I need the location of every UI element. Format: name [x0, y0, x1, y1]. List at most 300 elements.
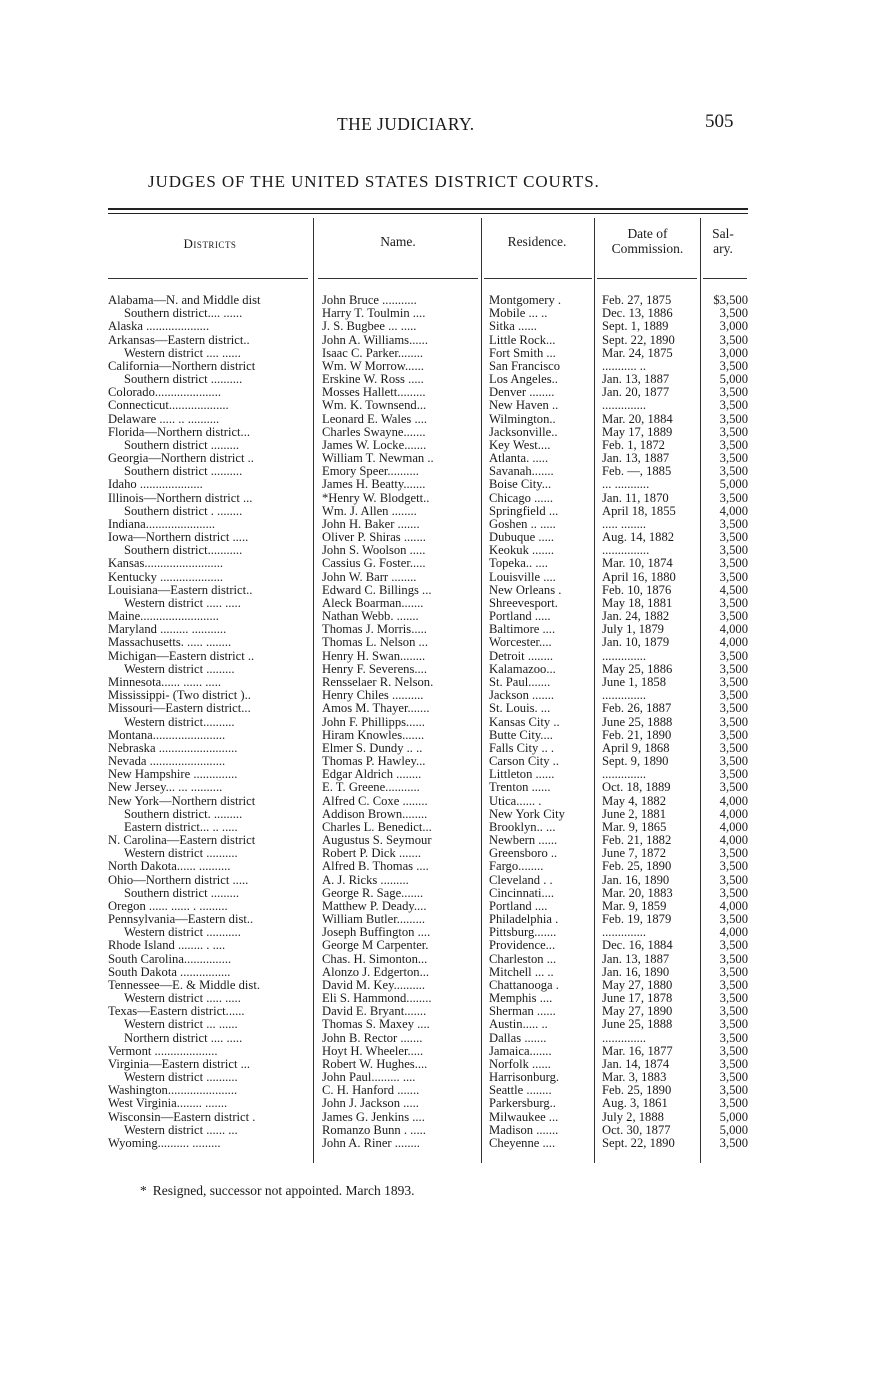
date-cell: May 17, 1889 — [602, 425, 673, 439]
date-cell: .............. — [602, 926, 647, 940]
salary-cell: 3,500 — [719, 1071, 748, 1085]
table-row — [0, 373, 869, 386]
date-cell: July 2, 1888 — [602, 1110, 664, 1124]
district-cell: Tennessee—E. & Middle dist. — [108, 978, 260, 992]
district-cell: West Virginia........ ....... — [108, 1097, 228, 1111]
date-cell: Mar. 9, 1859 — [602, 899, 667, 913]
district-cell: New Hampshire .............. — [108, 768, 238, 782]
date-cell: May 25, 1886 — [602, 662, 673, 676]
date-cell: June 25, 1888 — [602, 1018, 673, 1032]
name-cell: John F. Phillipps...... — [322, 715, 425, 729]
residence-cell: Cheyenne .... — [489, 1137, 556, 1150]
date-cell: Jan. 24, 1882 — [602, 610, 670, 624]
date-cell: ..... ........ — [602, 517, 647, 531]
name-cell: Charles L. Benedict... — [322, 820, 432, 834]
district-cell: Southern district. ......... — [124, 807, 243, 821]
table-row — [0, 755, 869, 768]
residence-cell: Sherman ...... — [489, 1005, 556, 1019]
residence-cell: Jacksonville.. — [489, 425, 558, 439]
district-cell: Wisconsin—Eastern district . — [108, 1110, 256, 1124]
date-cell: Jan. 16, 1890 — [602, 873, 670, 887]
salary-cell: 5,000 — [719, 1110, 748, 1124]
date-cell: Mar. 16, 1877 — [602, 1044, 673, 1058]
district-cell: Minnesota...... ...... ..... — [108, 675, 221, 689]
residence-cell: Baltimore .... — [489, 623, 556, 637]
district-cell: Western district ......... — [124, 662, 235, 676]
salary-cell: 4,000 — [719, 926, 748, 940]
salary-cell: 3,500 — [719, 531, 748, 545]
salary-cell: 3,500 — [719, 689, 748, 703]
table-row — [0, 992, 869, 1005]
date-cell: .............. — [602, 1031, 647, 1045]
residence-cell: Mitchell ... .. — [489, 965, 554, 979]
name-cell: Amos M. Thayer....... — [322, 702, 430, 716]
name-cell: Leonard E. Wales .... — [322, 412, 428, 426]
column-header-residence: Residence. — [507, 234, 567, 249]
date-cell: Jan. 13, 1887 — [602, 452, 670, 466]
page-number: 505 — [705, 111, 734, 132]
date-cell: May 18, 1881 — [602, 596, 673, 610]
date-cell: Jan. 13, 1887 — [602, 952, 670, 966]
district-cell: Western district .... ...... — [124, 346, 241, 360]
residence-cell: Worcester.... — [489, 636, 552, 650]
residence-cell: Sitka ...... — [489, 320, 537, 334]
running-head — [0, 111, 869, 138]
salary-cell: 3,500 — [719, 886, 748, 900]
district-cell: Southern district........... — [124, 544, 243, 558]
salary-cell: 3,500 — [719, 412, 748, 426]
residence-cell: Springfield ... — [489, 504, 559, 518]
salary-cell: 3,500 — [719, 662, 748, 676]
date-cell: ........... .. — [602, 359, 647, 373]
salary-cell: 3,500 — [719, 438, 748, 452]
residence-cell: Los Angeles.. — [489, 373, 558, 387]
table-row — [0, 1005, 869, 1018]
name-cell: Thomas S. Maxey .... — [322, 1018, 430, 1032]
date-cell: Feb. 27, 1875 — [602, 294, 672, 307]
salary-cell: 3,500 — [719, 359, 748, 373]
residence-cell: Mobile ... .. — [489, 307, 548, 321]
residence-cell: Butte City.... — [489, 728, 553, 742]
date-cell: Mar. 10, 1874 — [602, 557, 673, 571]
table-row — [0, 913, 869, 926]
table-row — [0, 742, 869, 755]
name-cell: Henry Chiles .......... — [322, 689, 424, 703]
residence-cell: Denver ........ — [489, 386, 555, 400]
name-cell: John Bruce ........... — [322, 294, 417, 307]
district-cell: Pennsylvania—Eastern dist.. — [108, 913, 254, 927]
residence-cell: Providence... — [489, 939, 556, 953]
judges-table-body — [0, 294, 869, 1150]
district-cell: Missouri—Eastern district... — [108, 702, 251, 716]
residence-cell: Louisville .... — [489, 570, 556, 584]
header-underline — [318, 278, 478, 279]
name-cell: Hiram Knowles....... — [322, 728, 425, 742]
district-cell: Kentucky .................... — [108, 570, 224, 584]
name-cell: Alonzo J. Edgerton... — [322, 965, 430, 979]
date-cell: July 1, 1879 — [602, 623, 664, 637]
name-cell: George R. Sage....... — [322, 886, 424, 900]
date-cell: June 25, 1888 — [602, 715, 673, 729]
name-cell: E. T. Greene........... — [322, 781, 420, 795]
date-cell: Feb. 1, 1872 — [602, 438, 665, 452]
salary-cell: 3,500 — [719, 570, 748, 584]
name-cell: James W. Locke....... — [322, 438, 427, 452]
name-cell: C. H. Hanford ....... — [322, 1084, 420, 1098]
table-row — [0, 584, 869, 597]
date-cell: Feb. —, 1885 — [602, 465, 672, 479]
table-row — [0, 478, 869, 491]
salary-cell: 3,500 — [719, 399, 748, 413]
name-cell: David E. Bryant....... — [322, 1005, 427, 1019]
residence-cell: Philadelphia . — [489, 913, 559, 927]
salary-cell: $3,500 — [713, 294, 748, 307]
name-cell: Wm. K. Townsend... — [322, 399, 427, 413]
table-title: JUDGES OF THE UNITED STATES DISTRICT COURTS. — [148, 172, 600, 191]
residence-cell: Atlanta. ..... — [489, 452, 549, 466]
date-cell: Mar. 3, 1883 — [602, 1071, 667, 1085]
residence-cell: Montgomery . — [489, 294, 562, 307]
salary-cell: 3,500 — [719, 1005, 748, 1019]
date-cell: June 17, 1878 — [602, 992, 673, 1006]
table-row — [0, 610, 869, 623]
residence-cell: Boise City... — [489, 478, 552, 492]
residence-cell: Fargo........ — [489, 860, 544, 874]
name-cell: Robert W. Hughes.... — [322, 1057, 428, 1071]
salary-cell: 3,500 — [719, 913, 748, 927]
salary-cell: 3,500 — [719, 452, 748, 466]
date-cell: April 9, 1868 — [602, 741, 670, 755]
residence-cell: Savanah....... — [489, 465, 554, 479]
residence-cell: Greensboro .. — [489, 847, 558, 861]
table-row — [0, 452, 869, 465]
table-row — [0, 1137, 869, 1150]
column-header-salary-line1: Sal- — [712, 226, 734, 241]
name-cell: Romanzo Bunn . ..... — [322, 1123, 426, 1137]
salary-cell: 5,000 — [719, 478, 748, 492]
district-cell: Southern district .......... — [124, 373, 243, 387]
name-cell: Elmer S. Dundy .. .. — [322, 741, 423, 755]
district-cell: Georgia—Northern district .. — [108, 452, 254, 466]
residence-cell: Little Rock... — [489, 333, 556, 347]
table-row — [0, 834, 869, 847]
district-cell: Iowa—Northern district ..... — [108, 531, 249, 545]
district-cell: Western district ...... ... — [124, 1123, 238, 1137]
name-cell: A. J. Ricks ......... — [322, 873, 409, 887]
residence-cell: Topeka.. .... — [489, 557, 548, 571]
district-cell: Idaho .................... — [108, 478, 203, 492]
salary-cell: 3,500 — [719, 1044, 748, 1058]
name-cell: Wm. J. Allen ........ — [322, 504, 417, 518]
residence-cell: Dallas ....... — [489, 1031, 547, 1045]
salary-cell: 4,500 — [719, 583, 748, 597]
district-cell: Illinois—Northern district ... — [108, 491, 253, 505]
table-row — [0, 716, 869, 729]
residence-cell: Pittsburg....... — [489, 926, 557, 940]
name-cell: James H. Beatty....... — [322, 478, 426, 492]
date-cell: .............. — [602, 399, 647, 413]
salary-cell: 3,500 — [719, 517, 748, 531]
salary-cell: 3,500 — [719, 755, 748, 769]
table-row — [0, 1084, 869, 1097]
salary-cell: 3,500 — [719, 965, 748, 979]
residence-cell: St. Louis. ... — [489, 702, 551, 716]
salary-cell: 3,500 — [719, 741, 748, 755]
date-cell: .............. — [602, 689, 647, 703]
district-cell: Louisiana—Eastern district.. — [108, 583, 253, 597]
date-cell: Sept. 22, 1890 — [602, 1137, 675, 1150]
header-underline — [108, 278, 308, 279]
table-row — [0, 426, 869, 439]
date-cell: April 16, 1880 — [602, 570, 676, 584]
salary-cell: 3,500 — [719, 939, 748, 953]
residence-cell: Utica...... . — [489, 794, 542, 808]
salary-cell: 3,500 — [719, 728, 748, 742]
salary-cell: 3,500 — [719, 649, 748, 663]
salary-cell: 3,500 — [719, 465, 748, 479]
date-cell: Oct. 30, 1877 — [602, 1123, 671, 1137]
district-cell: Western district ........... — [124, 926, 241, 940]
residence-cell: Memphis .... — [489, 992, 553, 1006]
district-cell: Northern district .... ..... — [124, 1031, 243, 1045]
table-row — [0, 399, 869, 412]
district-cell: Mississippi- (Two district ).. — [108, 689, 251, 703]
date-cell: Jan. 11, 1870 — [602, 491, 669, 505]
district-cell: Vermont .................... — [108, 1044, 218, 1058]
residence-cell: Charleston ... — [489, 952, 557, 966]
name-cell: John Paul......... .... — [322, 1071, 416, 1085]
table-row — [0, 729, 869, 742]
district-cell: Kansas......................... — [108, 557, 224, 571]
district-cell: Virginia—Eastern district ... — [108, 1057, 251, 1071]
residence-cell: Key West.... — [489, 438, 551, 452]
name-cell: Alfred B. Thomas .... — [322, 860, 429, 874]
name-cell: Matthew P. Deady.... — [322, 899, 427, 913]
name-cell: John W. Barr ........ — [322, 570, 417, 584]
salary-cell: 3,500 — [719, 1031, 748, 1045]
footnote-mark: * — [140, 1183, 147, 1198]
running-title: THE JUDICIARY. — [337, 114, 475, 134]
salary-cell: 3,500 — [719, 596, 748, 610]
residence-cell: Jackson ....... — [489, 689, 555, 703]
date-cell: Feb. 21, 1890 — [602, 728, 672, 742]
date-cell: Dec. 16, 1884 — [602, 939, 673, 953]
name-cell: Thomas P. Hawley... — [322, 755, 426, 769]
date-cell: ............... — [602, 544, 650, 558]
date-cell: Aug. 14, 1882 — [602, 531, 675, 545]
table-row — [0, 492, 869, 505]
name-cell: William Butler......... — [322, 913, 426, 927]
name-cell: Thomas J. Morris..... — [322, 623, 427, 637]
name-cell: Harry T. Toulmin .... — [322, 307, 426, 321]
residence-cell: Littleton ...... — [489, 768, 555, 782]
district-cell: Nebraska ......................... — [108, 741, 238, 755]
district-cell: Michigan—Eastern district .. — [108, 649, 255, 663]
top-rule-thick — [108, 208, 748, 210]
salary-cell: 3,500 — [719, 1018, 748, 1032]
table-row — [0, 821, 869, 834]
residence-cell: Portland ..... — [489, 610, 551, 624]
table-row — [0, 979, 869, 992]
name-cell: William T. Newman .. — [322, 452, 434, 466]
date-cell: Feb. 21, 1882 — [602, 834, 672, 848]
salary-cell: 3,500 — [719, 491, 748, 505]
residence-cell: Norfolk ...... — [489, 1057, 551, 1071]
residence-cell: Detroit ........ — [489, 649, 554, 663]
table-row — [0, 795, 869, 808]
date-cell: Jan. 10, 1879 — [602, 636, 670, 650]
name-cell: Aleck Boarman....... — [322, 596, 424, 610]
district-cell: Oregon ...... ...... . ......... — [108, 899, 228, 913]
district-cell: Western district ..... ..... — [124, 992, 241, 1006]
district-cell: Alaska .................... — [108, 320, 210, 334]
table-row — [0, 413, 869, 426]
salary-cell: 3,000 — [719, 320, 748, 334]
salary-cell: 3,500 — [719, 715, 748, 729]
name-cell: Erskine W. Ross ..... — [322, 373, 424, 387]
residence-cell: Newbern ...... — [489, 834, 558, 848]
residence-cell: Keokuk ....... — [489, 544, 555, 558]
column-header-districts: Districts — [183, 236, 237, 251]
date-cell: ... ........... — [602, 478, 650, 492]
residence-cell: Madison ....... — [489, 1123, 559, 1137]
table-row — [0, 518, 869, 531]
date-cell: Sept. 9, 1890 — [602, 755, 669, 769]
residence-cell: Milwaukee ... — [489, 1110, 559, 1124]
district-cell: Wyoming.......... ......... — [108, 1137, 221, 1150]
district-cell: South Carolina............... — [108, 952, 232, 966]
district-cell: New York—Northern district — [108, 794, 256, 808]
salary-cell: 4,000 — [719, 807, 748, 821]
district-cell: Alabama—N. and Middle dist — [108, 294, 261, 307]
salary-cell: 3,500 — [719, 333, 748, 347]
salary-cell: 3,500 — [719, 952, 748, 966]
salary-cell: 3,500 — [719, 386, 748, 400]
table-row — [0, 320, 869, 333]
residence-cell: Carson City .. — [489, 755, 559, 769]
footnote-text: Resigned, successor not appointed. March 1893. — [152, 1183, 415, 1198]
table-row — [0, 623, 869, 636]
district-cell: Western district .......... — [124, 847, 238, 861]
residence-cell: New Haven .. — [489, 399, 559, 413]
district-cell: Southern district ......... — [124, 438, 240, 452]
table-row — [0, 1018, 869, 1031]
name-cell: Eli S. Hammond........ — [322, 992, 432, 1006]
name-cell: Hoyt H. Wheeler..... — [322, 1044, 424, 1058]
table-row — [0, 597, 869, 610]
residence-cell: Jamaica....... — [489, 1044, 552, 1058]
table-row — [0, 808, 869, 821]
district-cell: Colorado..................... — [108, 386, 221, 400]
salary-cell: 3,500 — [719, 702, 748, 716]
date-cell: Jan. 14, 1874 — [602, 1057, 670, 1071]
table-row — [0, 966, 869, 979]
salary-cell: 3,500 — [719, 307, 748, 321]
district-cell: Texas—Eastern district...... — [108, 1005, 245, 1019]
date-cell: May 4, 1882 — [602, 794, 667, 808]
residence-cell: Falls City .. . — [489, 741, 555, 755]
residence-cell: Kalamazoo... — [489, 662, 556, 676]
district-cell: Southern district ......... — [124, 886, 240, 900]
name-cell: John H. Baker ....... — [322, 517, 420, 531]
residence-cell: Brooklyn.. ... — [489, 820, 556, 834]
table-row — [0, 505, 869, 518]
district-cell: Western district ..... ..... — [124, 596, 241, 610]
table-row — [0, 781, 869, 794]
salary-cell: 3,000 — [719, 346, 748, 360]
name-cell: Emory Speer.......... — [322, 465, 419, 479]
district-cell: Maryland ......... ........... — [108, 623, 227, 637]
salary-cell: 3,500 — [719, 873, 748, 887]
table-row — [0, 439, 869, 452]
date-cell: .............. — [602, 768, 647, 782]
date-cell: Jan. 20, 1877 — [602, 386, 670, 400]
column-header-date — [596, 226, 699, 256]
salary-cell: 3,500 — [719, 992, 748, 1006]
table-row — [0, 953, 869, 966]
district-cell: New Jersey... ... .......... — [108, 781, 223, 795]
district-cell: Arkansas—Eastern district.. — [108, 333, 250, 347]
salary-cell: 3,500 — [719, 860, 748, 874]
header-underline — [597, 278, 697, 279]
name-cell: John B. Rector ....... — [322, 1031, 423, 1045]
name-cell: Oliver P. Shiras ....... — [322, 531, 426, 545]
salary-cell: 3,500 — [719, 1097, 748, 1111]
district-cell: Western district .......... — [124, 1071, 238, 1085]
table-row — [0, 1111, 869, 1124]
name-cell: James G. Jenkins .... — [322, 1110, 425, 1124]
date-cell: April 18, 1855 — [602, 504, 676, 518]
district-cell: Eastern district... .. ..... — [124, 820, 238, 834]
name-cell: George M Carpenter. — [322, 939, 429, 953]
residence-cell: New York City — [489, 807, 565, 821]
name-cell: Joseph Buffington .... — [322, 926, 431, 940]
name-cell: Augustus S. Seymour — [322, 834, 432, 848]
table-row — [0, 847, 869, 860]
salary-cell: 4,000 — [719, 636, 748, 650]
date-cell: Mar. 20, 1883 — [602, 886, 673, 900]
residence-cell: Fort Smith ... — [489, 346, 556, 360]
date-cell: .............. — [602, 649, 647, 663]
salary-cell: 3,500 — [719, 1084, 748, 1098]
district-cell: Rhode Island ........ . .... — [108, 939, 226, 953]
name-cell: Edward C. Billings ... — [322, 583, 432, 597]
date-cell: Feb. 25, 1890 — [602, 1084, 672, 1098]
column-header-salary — [703, 226, 743, 256]
table-row — [0, 1032, 869, 1045]
table-row — [0, 1045, 869, 1058]
name-cell: Nathan Webb. ....... — [322, 610, 419, 624]
salary-cell: 4,000 — [719, 623, 748, 637]
salary-cell: 4,000 — [719, 899, 748, 913]
residence-cell: Parkersburg.. — [489, 1097, 556, 1111]
salary-cell: 3,500 — [719, 1057, 748, 1071]
district-cell: Connecticut................... — [108, 399, 229, 413]
date-cell: Mar. 9, 1865 — [602, 820, 667, 834]
table-row — [0, 689, 869, 702]
date-cell: Jan. 13, 1887 — [602, 373, 670, 387]
residence-cell: Dubuque ..... — [489, 531, 555, 545]
table-row — [0, 939, 869, 952]
district-cell: N. Carolina—Eastern district — [108, 834, 256, 848]
salary-cell: 3,500 — [719, 781, 748, 795]
salary-cell: 4,000 — [719, 504, 748, 518]
date-cell: Feb. 19, 1879 — [602, 913, 672, 927]
name-cell: Chas. H. Simonton... — [322, 952, 428, 966]
table-row — [0, 1124, 869, 1137]
table-row — [0, 1071, 869, 1084]
name-cell: J. S. Bugbee ... ..... — [322, 320, 417, 334]
